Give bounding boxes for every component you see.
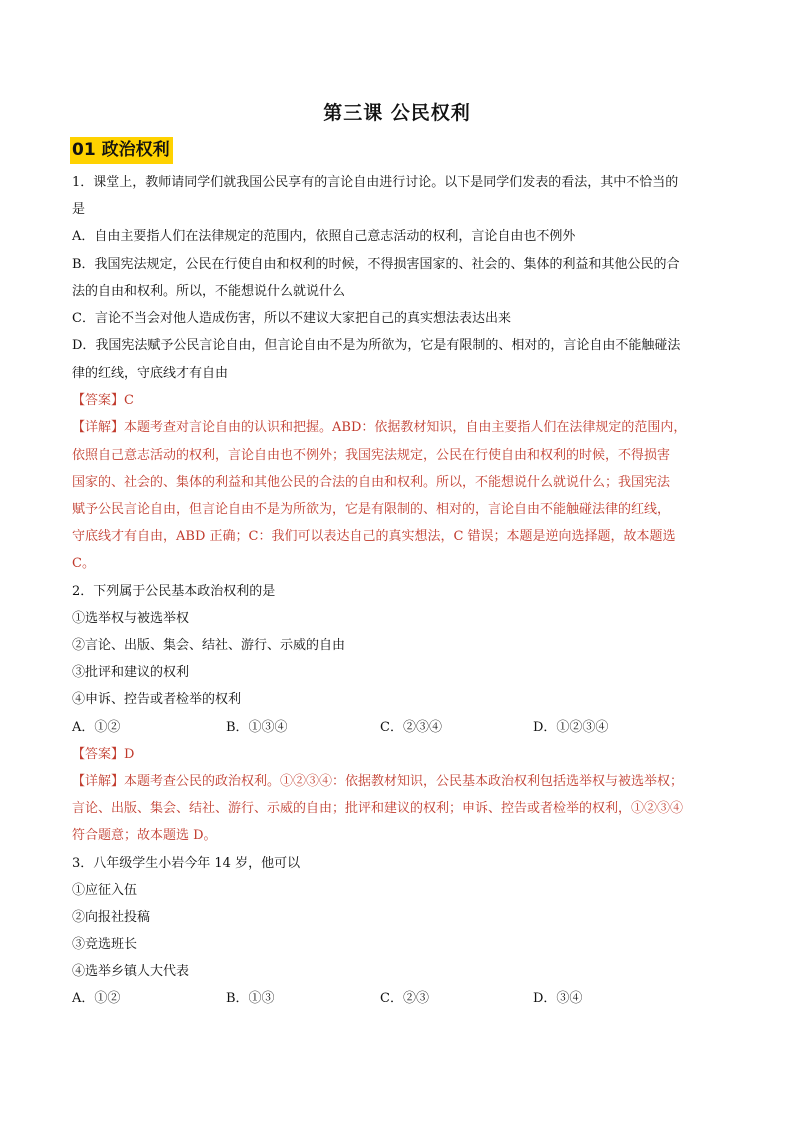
q2-detail-line-1 bbox=[72, 773, 683, 791]
q1-option-d-line-2: 律的红线，守底线才有自由 bbox=[72, 366, 229, 381]
q1-detail-line-1 bbox=[72, 419, 686, 437]
q3-item-3: ③竞选班长 bbox=[72, 937, 138, 952]
q1-detail-line-3: 国家的、社会的、集体的利益和其他公民的合法的自由和权利。所以，不能想说什么就说什么；我国宪法 bbox=[72, 475, 671, 490]
q2-item-3: ③批评和建议的权利 bbox=[72, 665, 190, 680]
q3-option-a: A．①② bbox=[72, 991, 121, 1006]
q3-option-b: B．①③ bbox=[226, 991, 275, 1006]
q1-answer bbox=[72, 392, 134, 410]
q3-item-4: ④选举乡镇人大代表 bbox=[72, 964, 190, 979]
page-title: 第三课 公民权利 bbox=[323, 102, 471, 124]
q1-option-c: C．言论不当会对他人造成伤害，所以不建议大家把自己的真实想法表达出来 bbox=[72, 311, 511, 326]
q2-answer bbox=[72, 746, 134, 764]
q1-option-d-line-1: D．我国宪法赋予公民言论自由，但言论自由不是为所欲为，它是有限制的、相对的，言论自由不能触碰法 bbox=[72, 338, 681, 353]
q1-detail-line-4: 赋予公民言论自由，但言论自由不是为所欲为，它是有限制的、相对的，言论自由不能触碰法律的红线， bbox=[72, 502, 671, 517]
detail-text: 本题考查公民的政治权利。①②③④：依据教材知识，公民基本政治权利包括选举权与被选举权； bbox=[124, 774, 684, 789]
q2-option-c: C．②③④ bbox=[380, 720, 442, 735]
answer-label: 【答案】 bbox=[72, 747, 125, 762]
q3-item-2: ②向报社投稿 bbox=[72, 910, 151, 925]
q1-stem-line-2: 是 bbox=[72, 202, 86, 217]
q2-item-4: ④申诉、控告或者检举的权利 bbox=[72, 692, 242, 707]
detail-label: 【详解】 bbox=[72, 420, 125, 435]
q1-detail-line-2: 依照自己意志活动的权利，言论自由也不例外；我国宪法规定，公民在行使自由和权利的时候，不得损害 bbox=[72, 448, 671, 463]
q3-option-d: D．③④ bbox=[533, 991, 583, 1006]
answer-value: D bbox=[124, 747, 135, 762]
detail-text: 本题考查对言论自由的认识和把握。ABD：依据教材知识，自由主要指人们在法律规定的范围内， bbox=[124, 420, 687, 435]
q1-option-b-line-1: B．我国宪法规定，公民在行使自由和权利的时候，不得损害国家的、社会的、集体的利益和其他公民的合 bbox=[72, 257, 680, 272]
q2-option-b: B．①③④ bbox=[226, 720, 288, 735]
q2-item-2: ②言论、出版、集会、结社、游行、示威的自由 bbox=[72, 638, 346, 653]
q3-stem: 3．八年级学生小岩今年 14 岁，他可以 bbox=[72, 856, 301, 871]
q2-detail-line-3: 符合题意；故本题选 D。 bbox=[72, 828, 217, 843]
q1-option-b-line-2: 法的自由和权利。所以，不能想说什么就说什么 bbox=[72, 284, 346, 299]
q1-detail-line-6: C。 bbox=[72, 556, 95, 571]
q2-detail-line-2: 言论、出版、集会、结社、游行、示威的自由；批评和建议的权利；申诉、控告或者检举的权利，①②③④ bbox=[72, 801, 684, 816]
q2-option-a: A．①② bbox=[72, 720, 121, 735]
section-heading: 01 政治权利 bbox=[70, 137, 173, 164]
q2-option-d: D．①②③④ bbox=[533, 720, 609, 735]
answer-label: 【答案】 bbox=[72, 393, 125, 408]
q3-item-1: ①应征入伍 bbox=[72, 883, 138, 898]
q3-option-c: C．②③ bbox=[380, 991, 429, 1006]
q1-stem-line-1: 1．课堂上，教师请同学们就我国公民享有的言论自由进行讨论。以下是同学们发表的看法，其中不恰当的 bbox=[72, 175, 679, 190]
detail-label: 【详解】 bbox=[72, 774, 125, 789]
answer-value: C bbox=[124, 393, 134, 408]
q2-item-1: ①选举权与被选举权 bbox=[72, 611, 190, 626]
q1-option-a: A．自由主要指人们在法律规定的范围内，依照自己意志活动的权利，言论自由也不例外 bbox=[72, 229, 576, 244]
q2-stem: 2．下列属于公民基本政治权利的是 bbox=[72, 584, 276, 599]
q1-detail-line-5: 守底线才有自由，ABD 正确；C：我们可以表达自己的真实想法，C 错误；本题是逆向选择题，故本题选 bbox=[72, 529, 676, 544]
